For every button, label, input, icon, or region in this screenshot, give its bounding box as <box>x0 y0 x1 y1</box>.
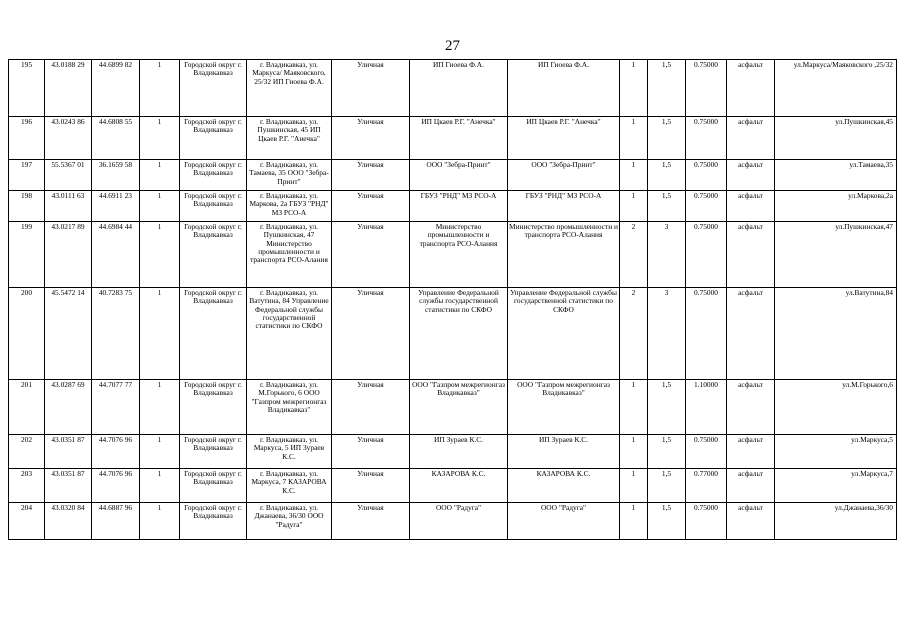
cell-owner: Министерство промышленности и транспорта РСО-Алания <box>410 222 508 288</box>
cell-latitude: 43.0320 84 <box>45 503 92 540</box>
cell-district: Городской округ г. Владикавказ <box>180 160 247 191</box>
cell-code: 1 <box>140 503 180 540</box>
cell-organization: ИП Цкаев Р.Г. "Анечка" <box>508 117 620 160</box>
table-row <box>9 191 897 222</box>
cell-location: ул.Пушкинская,47 <box>775 222 897 288</box>
cell-location: ул.Пушкинская,45 <box>775 117 897 160</box>
table-row <box>9 60 897 117</box>
table-row <box>9 288 897 380</box>
cell-location: ул.Маркова,2а <box>775 191 897 222</box>
cell-type: Уличная <box>332 435 410 469</box>
cell-rate: 1.10000 <box>686 380 727 435</box>
cell-organization: ООО "Газпром межрегионгаз Владикавказ" <box>508 380 620 435</box>
cell-number: 202 <box>9 435 45 469</box>
cell-district: Городской округ г. Владикавказ <box>180 288 247 380</box>
cell-volume: 3 <box>648 288 686 380</box>
cell-owner: ООО "Радуга" <box>410 503 508 540</box>
table-row <box>9 503 897 540</box>
cell-district: Городской округ г. Владикавказ <box>180 380 247 435</box>
cell-owner: ИП Цкаев Р.Г. "Анечка" <box>410 117 508 160</box>
cell-organization: ИП Гиоева Ф.А. <box>508 60 620 117</box>
cell-container-count: 1 <box>620 380 648 435</box>
cell-code: 1 <box>140 191 180 222</box>
cell-address: г. Владикавказ, ул. Джанаева, 36/30 ООО "Радуга" <box>247 503 332 540</box>
cell-latitude: 43.0287 69 <box>45 380 92 435</box>
cell-latitude: 43.0217 89 <box>45 222 92 288</box>
cell-owner: ИП Зураев К.С. <box>410 435 508 469</box>
cell-container-count: 1 <box>620 117 648 160</box>
cell-volume: 1,5 <box>648 469 686 503</box>
cell-organization: ИП Зураев К.С. <box>508 435 620 469</box>
cell-longitude: 44.6984 44 <box>92 222 140 288</box>
cell-longitude: 44.7076 96 <box>92 435 140 469</box>
cell-location: ул.М.Горького,6 <box>775 380 897 435</box>
cell-number: 204 <box>9 503 45 540</box>
cell-container-count: 1 <box>620 60 648 117</box>
cell-number: 199 <box>9 222 45 288</box>
cell-organization: ООО "Радуга" <box>508 503 620 540</box>
cell-address: г. Владикавказ, ул. Ватутина, 84 Управление Федеральной службы государственной статистики по СКФО <box>247 288 332 380</box>
cell-latitude: 43.0351 87 <box>45 435 92 469</box>
cell-type: Уличная <box>332 503 410 540</box>
table-row <box>9 469 897 503</box>
table-row <box>9 160 897 191</box>
cell-address: г. Владикавказ, ул. Тамаева, 35 ООО "Зебра-Принт" <box>247 160 332 191</box>
cell-address: г. Владикавказ, ул. Маркуса/ Маяковского, 25/32 ИП Гиоева Ф.А. <box>247 60 332 117</box>
registry-table <box>8 59 897 540</box>
cell-longitude: 44.6899 82 <box>92 60 140 117</box>
cell-surface: асфальт <box>727 222 775 288</box>
cell-latitude: 43.0351 87 <box>45 469 92 503</box>
cell-owner: ГБУЗ "РНД" МЗ РСО-А <box>410 191 508 222</box>
cell-longitude: 44.7076 96 <box>92 469 140 503</box>
cell-code: 1 <box>140 469 180 503</box>
cell-address: г. Владикавказ, ул. Пушкинская, 47 Министерство промышленности и транспорта РСО-Алания <box>247 222 332 288</box>
cell-organization: Министерство промышленности и транспорта РСО-Алания <box>508 222 620 288</box>
cell-surface: асфальт <box>727 503 775 540</box>
cell-longitude: 44.6808 55 <box>92 117 140 160</box>
cell-district: Городской округ г. Владикавказ <box>180 469 247 503</box>
cell-longitude: 44.7077 77 <box>92 380 140 435</box>
cell-rate: 0.75000 <box>686 435 727 469</box>
cell-type: Уличная <box>332 160 410 191</box>
cell-location: ул.Тамаева,35 <box>775 160 897 191</box>
cell-district: Городской округ г. Владикавказ <box>180 222 247 288</box>
cell-volume: 1,5 <box>648 117 686 160</box>
cell-location: ул.Маркуса/Маяковского ,25/32 <box>775 60 897 117</box>
cell-code: 1 <box>140 160 180 191</box>
cell-rate: 0.75000 <box>686 160 727 191</box>
cell-rate: 0.75000 <box>686 222 727 288</box>
cell-latitude: 55.5367 01 <box>45 160 92 191</box>
cell-code: 1 <box>140 435 180 469</box>
cell-address: г. Владикавказ, ул. Пушкинская, 45 ИП Цкаев Р.Г. "Анечка" <box>247 117 332 160</box>
cell-rate: 0.75000 <box>686 503 727 540</box>
cell-surface: асфальт <box>727 288 775 380</box>
cell-surface: асфальт <box>727 191 775 222</box>
cell-address: г. Владикавказ, ул. Маркова, 2а ГБУЗ "РНД" МЗ РСО-А <box>247 191 332 222</box>
cell-type: Уличная <box>332 117 410 160</box>
cell-surface: асфальт <box>727 435 775 469</box>
cell-surface: асфальт <box>727 60 775 117</box>
cell-longitude: 40.7283 75 <box>92 288 140 380</box>
cell-container-count: 1 <box>620 191 648 222</box>
cell-longitude: 44.6911 23 <box>92 191 140 222</box>
table-row <box>9 222 897 288</box>
cell-organization: Управление Федеральной службы государственной статистики по СКФО <box>508 288 620 380</box>
cell-owner: КАЗАРОВА К.С. <box>410 469 508 503</box>
cell-code: 1 <box>140 60 180 117</box>
cell-rate: 0.77000 <box>686 469 727 503</box>
cell-number: 203 <box>9 469 45 503</box>
cell-location: ул.Маркуса,5 <box>775 435 897 469</box>
page-number: 27 <box>445 38 460 54</box>
cell-rate: 0.75000 <box>686 60 727 117</box>
cell-volume: 1,5 <box>648 191 686 222</box>
cell-container-count: 2 <box>620 222 648 288</box>
cell-volume: 1,5 <box>648 380 686 435</box>
cell-number: 197 <box>9 160 45 191</box>
cell-location: ул.Джанаева,36/30 <box>775 503 897 540</box>
cell-number: 196 <box>9 117 45 160</box>
cell-type: Уличная <box>332 469 410 503</box>
cell-rate: 0.75000 <box>686 191 727 222</box>
cell-organization: ГБУЗ "РНД" МЗ РСО-А <box>508 191 620 222</box>
cell-code: 1 <box>140 288 180 380</box>
cell-district: Городской округ г. Владикавказ <box>180 435 247 469</box>
cell-number: 198 <box>9 191 45 222</box>
cell-type: Уличная <box>332 60 410 117</box>
cell-organization: ООО "Зебра-Принт" <box>508 160 620 191</box>
cell-longitude: 44.6887 96 <box>92 503 140 540</box>
cell-container-count: 1 <box>620 160 648 191</box>
cell-container-count: 2 <box>620 288 648 380</box>
cell-rate: 0.75000 <box>686 117 727 160</box>
cell-container-count: 1 <box>620 469 648 503</box>
cell-owner: Управление Федеральной службы государственной статистики по СКФО <box>410 288 508 380</box>
cell-type: Уличная <box>332 191 410 222</box>
cell-volume: 1,5 <box>648 160 686 191</box>
table-row <box>9 380 897 435</box>
table-row <box>9 117 897 160</box>
cell-district: Городской округ г. Владикавказ <box>180 191 247 222</box>
cell-longitude: 36.1659 58 <box>92 160 140 191</box>
cell-location: ул.Ватутина,84 <box>775 288 897 380</box>
cell-owner: ООО "Газпром межрегионгаз Владикавказ" <box>410 380 508 435</box>
cell-container-count: 1 <box>620 503 648 540</box>
cell-type: Уличная <box>332 380 410 435</box>
cell-district: Городской округ г. Владикавказ <box>180 60 247 117</box>
cell-container-count: 1 <box>620 435 648 469</box>
table-row <box>9 435 897 469</box>
cell-surface: асфальт <box>727 160 775 191</box>
cell-address: г. Владикавказ, ул. Маркуса, 5 ИП Зураев К.С. <box>247 435 332 469</box>
cell-type: Уличная <box>332 222 410 288</box>
cell-latitude: 43.0111 63 <box>45 191 92 222</box>
cell-district: Городской округ г. Владикавказ <box>180 503 247 540</box>
cell-number: 201 <box>9 380 45 435</box>
cell-district: Городской округ г. Владикавказ <box>180 117 247 160</box>
cell-code: 1 <box>140 222 180 288</box>
cell-surface: асфальт <box>727 380 775 435</box>
cell-volume: 1,5 <box>648 503 686 540</box>
cell-type: Уличная <box>332 288 410 380</box>
cell-volume: 1,5 <box>648 435 686 469</box>
cell-surface: асфальт <box>727 469 775 503</box>
cell-code: 1 <box>140 380 180 435</box>
cell-surface: асфальт <box>727 117 775 160</box>
cell-rate: 0.75000 <box>686 288 727 380</box>
cell-latitude: 43.0243 86 <box>45 117 92 160</box>
cell-address: г. Владикавказ, ул. Маркуса, 7 КАЗАРОВА К.С. <box>247 469 332 503</box>
cell-location: ул.Маркуса,7 <box>775 469 897 503</box>
cell-owner: ИП Гиоева Ф.А. <box>410 60 508 117</box>
cell-address: г. Владикавказ, ул. М.Горького, 6 ООО "Газпром межрегионгаз Владикавказ" <box>247 380 332 435</box>
cell-latitude: 45.5472 14 <box>45 288 92 380</box>
cell-organization: КАЗАРОВА К.С. <box>508 469 620 503</box>
cell-volume: 3 <box>648 222 686 288</box>
registry-table-body <box>9 60 897 540</box>
cell-number: 200 <box>9 288 45 380</box>
cell-code: 1 <box>140 117 180 160</box>
cell-latitude: 43.0188 29 <box>45 60 92 117</box>
cell-number: 195 <box>9 60 45 117</box>
cell-volume: 1,5 <box>648 60 686 117</box>
cell-owner: ООО "Зебра-Принт" <box>410 160 508 191</box>
